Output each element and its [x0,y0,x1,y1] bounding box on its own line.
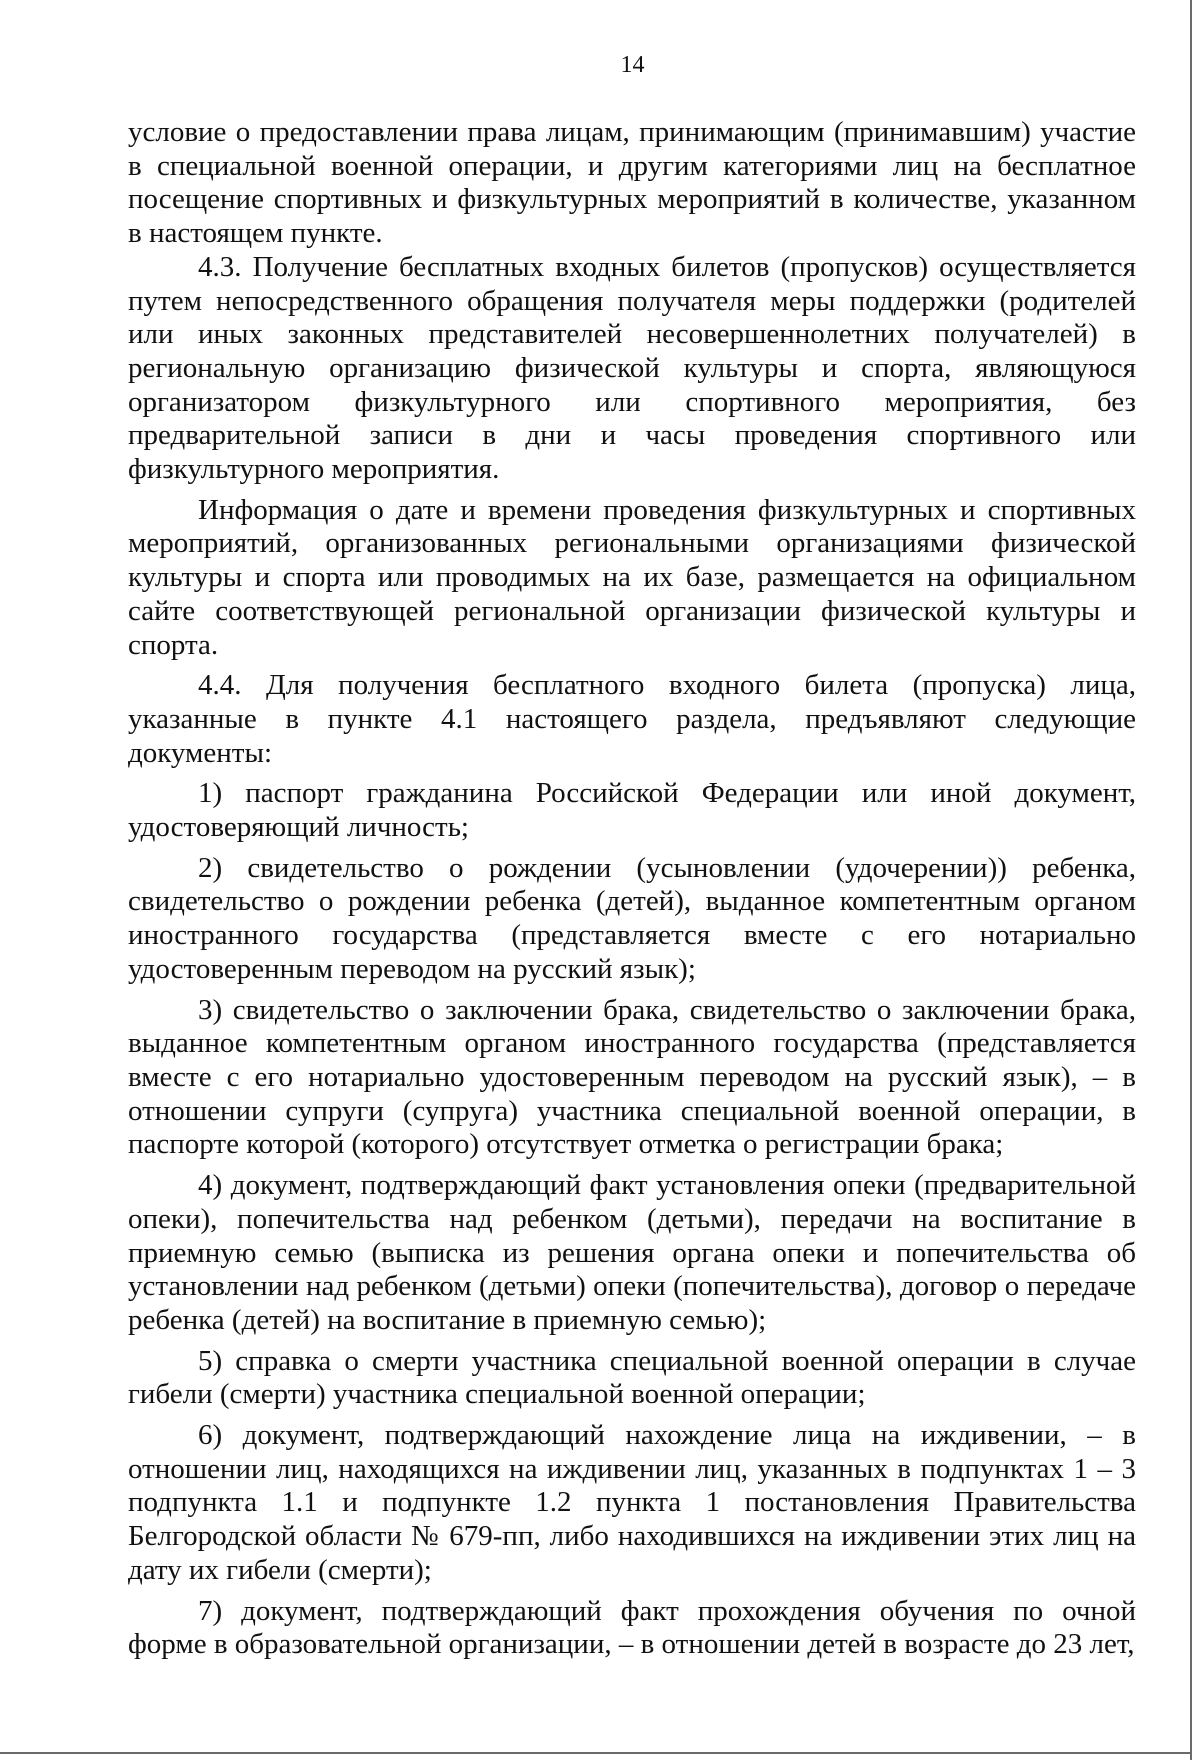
list-item-2: 2) свидетельство о рождении (усыновлении (удочерении)) ребенка, свидетельство о рождении ребенка (детей), выданное компетентным органом иностранного государства (представляется вместе с его нотариально удостоверенным переводом на русский язык); [128,851,1136,985]
document-body [128,116,1136,1662]
list-item-1: 1) паспорт гражданина Российской Федерации или иной документ, удостоверяющий личность; [128,777,1136,844]
paragraph-info: Информация о дате и времени проведения физкультурных и спортивных мероприятий, организованных региональными организациями физической культуры и спорта или проводимых на их базе, размещается на официальном сайте соответствующей региональной организации физической культуры и спорта. [128,493,1136,661]
scan-edge-bottom [0,1752,1192,1754]
list-item-4: 4) документ, подтверждающий факт установления опеки (предварительной опеки), попечительства над ребенком (детьми), передачи на воспитание в приемную семью (выписка из решения органа опеки и попечительства об установлении над ребенком (детьми) опеки (попечительства), договор о передаче ребенка (детей) на воспитание в приемную семью); [128,1169,1136,1336]
page-number: 14 [620,52,645,78]
list-item-7: 7) документ, подтверждающий факт прохождения обучения по очной форме в образовательной организации, – в отношении детей в возрасте до 23 лет, [128,1594,1136,1661]
paragraph-continuation: условие о предоставлении права лицам, принимающим (принимавшим) участие в специальной военной операции, и другим категориями лиц на бесплатное посещение спортивных и физкультурных мероприятий в количестве, указанном в настоящем пункте. [128,116,1136,250]
paragraph-4-3: 4.3. Получение бесплатных входных билетов (пропусков) осуществляется путем непосредственного обращения получателя меры поддержки (родителей или иных законных представителей несовершеннолетних получателей) в региональную организацию физической культуры и спорта, являющуюся организатором физкультурного или спортивного мероприятия, без предварительной записи в дни и часы проведения спортивного или физкультурного мероприятия. [128,250,1136,486]
scan-edge-right [1190,0,1192,1760]
list-item-5: 5) справка о смерти участника специальной военной операции в случае гибели (смерти) участника специальной военной операции; [128,1344,1136,1411]
paragraph-4-4: 4.4. Для получения бесплатного входного билета (пропуска) лица, указанные в пункте 4.1 настоящего раздела, предъявляют следующие документы: [128,669,1136,769]
list-item-6: 6) документ, подтверждающий нахождение лица на иждивении, – в отношении лиц, находящихся на иждивении лиц, указанных в подпунктах 1 – 3 подпункта 1.1 и подпункте 1.2 пункта 1 постановления Правительства Белгородской области № 679-пп, либо находившихся на иждивении этих лиц на дату их гибели (смерти); [128,1419,1136,1586]
list-item-3: 3) свидетельство о заключении брака, свидетельство о заключении брака, выданное компетентным органом иностранного государства (представляется вместе с его нотариально удостоверенным переводом на русский язык), – в отношении супруги (супруга) участника специальной военной операции, в паспорте которой (которого) отсутствует отметка о регистрации брака; [128,993,1136,1161]
